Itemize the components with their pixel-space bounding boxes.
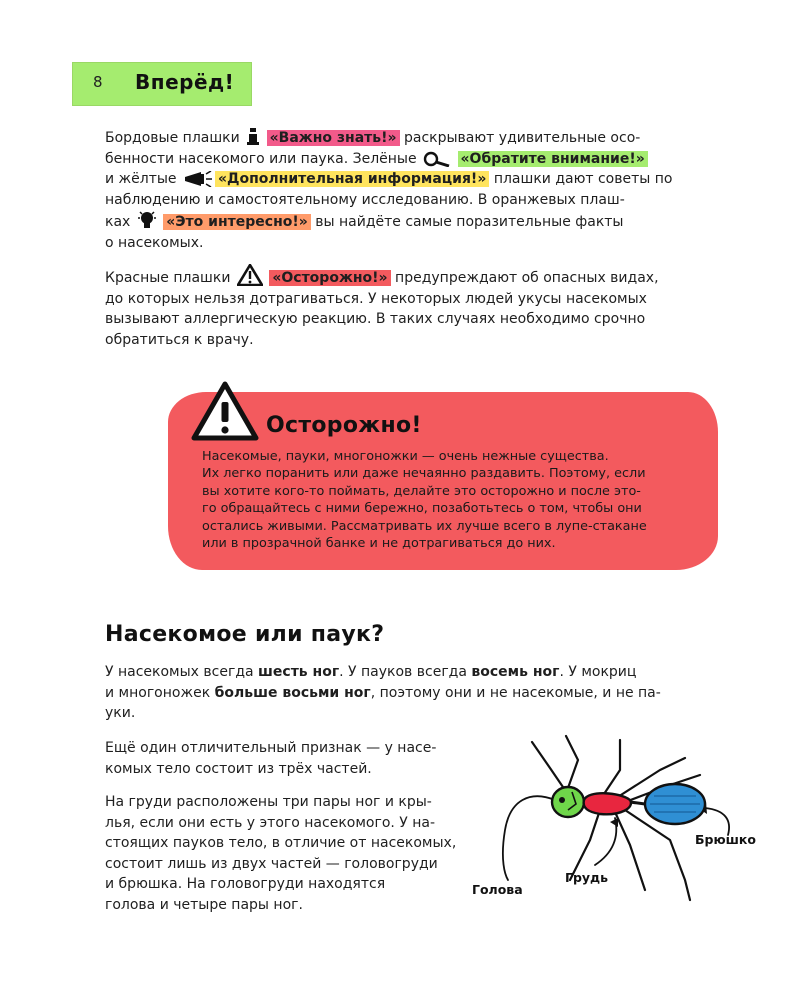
intro-text: ках <box>105 214 135 230</box>
legs-text: и многоножек <box>105 684 215 701</box>
label-attention: «Обратите внимание!» <box>458 151 648 167</box>
intro-text: Бордовые плашки <box>105 130 245 146</box>
body-parts-line: комых тело состоит из трёх частей. <box>105 760 372 777</box>
red-text: Красные плашки <box>105 270 235 286</box>
six-legs-bold: шесть ног <box>258 664 340 680</box>
label-interesting: «Это интересно!» <box>163 214 311 230</box>
label-head: Голова <box>472 882 523 897</box>
warning-box <box>168 392 718 570</box>
intro-paragraph <box>105 128 725 253</box>
more-legs-bold: больше восьми ног <box>214 684 371 701</box>
red-line-4: обратиться к врачу. <box>105 331 254 348</box>
red-line-1 <box>105 264 725 289</box>
page-header-tab <box>72 62 252 106</box>
legs-line-2 <box>105 683 725 704</box>
label-important: «Важно знать!» <box>267 130 400 146</box>
intro-text: и жёлтые <box>105 171 181 187</box>
legs-text: . У пауков всегда <box>339 664 472 680</box>
legs-paragraph <box>105 662 725 724</box>
warning-icon <box>237 264 263 286</box>
info-icon <box>246 128 260 146</box>
intro-text: плашки дают советы по <box>489 171 673 187</box>
thorax-line: лья, если они есть у этого насекомого. У на- <box>105 814 436 831</box>
legs-line-3: уки. <box>105 705 136 721</box>
thorax-line: На груди расположены три пары ног и кры- <box>105 794 432 810</box>
legs-text: У насекомых всегда <box>105 664 259 680</box>
legs-text: , поэтому они и не насекомые, и не па- <box>370 684 661 701</box>
ant-drawing <box>470 730 770 930</box>
intro-line-2 <box>105 149 725 170</box>
section-heading: Насекомое или паук? <box>105 622 385 647</box>
intro-line-1 <box>105 128 725 149</box>
intro-text: вы найдёте самые поразительные факты <box>310 214 624 230</box>
magnifier-icon <box>423 151 451 167</box>
intro-line-5 <box>105 210 725 233</box>
legs-line-1 <box>105 662 725 683</box>
warning-text <box>202 448 647 552</box>
thorax-line: и брюшка. На головогруди находятся <box>105 876 386 892</box>
ant-illustration <box>470 730 770 930</box>
ant-head <box>552 787 584 817</box>
thorax-line: состоит лишь из двух частей — головогруди <box>105 855 438 872</box>
body-parts-paragraph <box>105 738 485 779</box>
warning-title: Осторожно! <box>266 413 422 438</box>
legs-text: . У мокриц <box>559 664 637 680</box>
intro-text: раскрывают удивительные осо- <box>399 130 641 146</box>
warning-line: вы хотите кого-то поймать, делайте это осторожно и после это- <box>202 483 641 499</box>
red-note-paragraph <box>105 264 725 350</box>
megaphone-icon <box>183 171 213 187</box>
intro-line-3 <box>105 169 725 190</box>
label-abdomen: Брюшко <box>695 832 756 847</box>
warning-line: или в прозрачной банке и не дотрагиваться до них. <box>202 536 556 552</box>
thorax-line: стоящих пауков тело, в отличие от насекомых, <box>105 835 457 851</box>
thorax-paragraph <box>105 792 485 915</box>
label-caution: «Осторожно!» <box>269 270 390 286</box>
intro-line-6: о насекомых. <box>105 234 204 251</box>
intro-text: бенности насекомого или паука. Зелёные <box>105 150 422 167</box>
ant-thorax <box>584 793 631 814</box>
label-additional: «Дополнительная информация!» <box>215 171 489 187</box>
page-number: 8 <box>93 73 103 91</box>
red-line-2: до которых нельзя дотрагиваться. У некоторых людей укусы насекомых <box>105 290 647 307</box>
section-title: Вперёд! <box>135 70 235 94</box>
warning-line: остались живыми. Рассматривать их лучше всего в лупе-стакане <box>202 518 647 534</box>
warning-line: го обращайтесь с ними бережно, позаботьтесь о том, чтобы они <box>202 501 642 517</box>
warning-line: Их легко поранить или даже нечаянно раздавить. Поэтому, если <box>202 466 646 482</box>
body-parts-line: Ещё один отличительный признак — у насе- <box>105 740 437 756</box>
thorax-line: голова и четыре пары ног. <box>105 896 303 913</box>
warning-line: Насекомые, пауки, многоножки — очень нежные существа. <box>202 449 609 464</box>
red-text: предупреждают об опасных видах, <box>390 270 659 286</box>
lightbulb-icon <box>137 210 157 230</box>
label-thorax: Грудь <box>565 870 609 885</box>
warning-icon <box>190 380 260 442</box>
intro-line-4: наблюдению и самостоятельному исследованию. В оранжевых плаш- <box>105 191 625 208</box>
red-line-3: вызывают аллергическую реакцию. В таких случаях необходимо срочно <box>105 311 646 327</box>
eight-legs-bold: восемь ног <box>471 664 560 680</box>
